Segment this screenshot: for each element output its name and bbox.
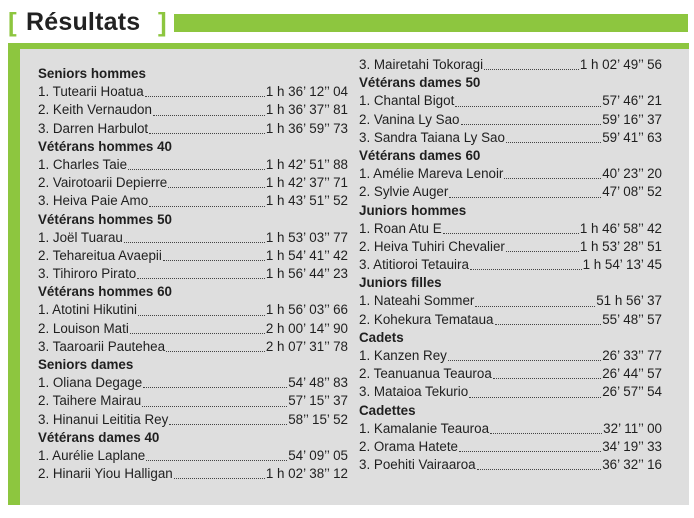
finish-time: 57’ 46’’ 21 — [602, 93, 662, 109]
finish-time: 1 h 46’ 58’’ 42 — [579, 220, 662, 236]
athlete-name: 1. Kanzen Rey — [359, 348, 447, 363]
result-row — [38, 174, 348, 192]
result-row — [359, 92, 662, 110]
dot-leader — [493, 365, 601, 379]
finish-time: 58’’ 15’ 52 — [288, 411, 348, 427]
athlete-name: 2. Vanina Ly Sao — [359, 111, 460, 127]
athlete-name: 3. Sandra Taiana Ly Sao — [359, 129, 505, 145]
result-row — [359, 56, 662, 74]
athlete-name: 1. Tutearii Hoatua — [38, 84, 144, 100]
dot-leader — [145, 83, 265, 97]
athlete-name: 2. Keith Vernaudon — [38, 102, 152, 118]
results-column-right — [359, 56, 662, 474]
athlete-name: 1. Atotini Hikutini — [38, 302, 137, 318]
category-heading: Vétérans hommes 60 — [38, 284, 172, 300]
athlete-name: 2. Heiva Tuhiri Chevalier — [359, 238, 505, 254]
dot-leader — [490, 420, 602, 434]
finish-time: 1 h 56’ 44’’ 23 — [265, 266, 348, 282]
finish-time: 2 h 07’ 31’’ 78 — [265, 338, 348, 354]
dot-leader — [484, 56, 579, 70]
dot-leader — [477, 456, 602, 470]
dot-leader — [455, 92, 601, 106]
athlete-name: 2. Taihere Mairau — [38, 393, 142, 409]
result-row — [359, 111, 662, 129]
result-row — [38, 447, 348, 465]
dot-leader — [449, 183, 601, 197]
finish-time: 1 h 54’ 13’ 45 — [582, 257, 662, 273]
result-row — [359, 365, 662, 383]
category-heading: Vétérans dames 60 — [359, 147, 481, 163]
athlete-name: 2. Louison Mati — [38, 320, 129, 336]
result-row — [359, 165, 662, 183]
result-row — [38, 192, 348, 210]
athlete-name: 1. Chantal Bigot — [359, 93, 455, 109]
athlete-name: 3. Mataioa Tekurio — [359, 384, 469, 400]
results-panel — [8, 43, 689, 505]
finish-time: 59’ 16’’ 37 — [602, 111, 662, 127]
header-bar — [174, 14, 688, 32]
finish-time: 1 h 54’ 41’’ 42 — [265, 247, 348, 263]
dot-leader — [169, 411, 287, 425]
finish-time: 57’ 15’’ 37 — [288, 393, 348, 409]
finish-time: 54’ 09’’ 05 — [288, 447, 348, 463]
result-row — [359, 292, 662, 310]
result-row — [359, 183, 662, 201]
result-row — [359, 438, 662, 456]
result-row — [38, 229, 348, 247]
results-column-left — [38, 65, 348, 483]
dot-leader — [506, 238, 579, 252]
finish-time: 54’ 48’’ 83 — [288, 375, 348, 391]
result-row — [359, 238, 662, 256]
athlete-name: 1. Joël Tuarau — [38, 229, 123, 245]
category-heading: Seniors dames — [38, 357, 134, 372]
dot-leader — [443, 220, 579, 234]
dot-leader — [128, 156, 265, 170]
close-bracket: ] — [158, 7, 167, 37]
athlete-name: 1. Oliana Degage — [38, 375, 143, 391]
athlete-name: 2. Sylvie Auger — [359, 184, 449, 200]
athlete-name: 2. Orama Hatete — [359, 438, 458, 454]
result-row — [359, 347, 662, 365]
category-heading: Vétérans hommes 50 — [38, 211, 172, 227]
category-heading: Juniors filles — [359, 275, 442, 291]
athlete-name: 1. Nateahi Sommer — [359, 293, 475, 309]
athlete-name: 3. Darren Harbulot — [38, 120, 149, 136]
dot-leader — [174, 465, 265, 479]
result-row — [38, 301, 348, 319]
result-row — [359, 311, 662, 329]
result-row — [38, 101, 348, 119]
finish-time: 26’ 33’’ 77 — [602, 348, 662, 363]
result-row — [359, 456, 662, 474]
athlete-name: 1. Kamalanie Teauroa — [359, 420, 490, 436]
result-row — [38, 320, 348, 338]
category-heading: Vétérans dames 40 — [38, 429, 160, 445]
result-row — [359, 420, 662, 438]
dot-leader — [470, 256, 582, 270]
finish-time: 1 h 43’ 51’’ 52 — [265, 193, 348, 209]
page-title: Résultats — [26, 8, 141, 36]
category-heading: Seniors hommes — [38, 66, 146, 81]
finish-time: 1 h 36’ 59’’ 73 — [265, 120, 348, 136]
dot-leader — [149, 120, 265, 134]
category-heading: Cadets — [359, 329, 404, 345]
finish-time: 55’ 48’’ 57 — [602, 311, 662, 327]
dot-leader — [153, 101, 265, 115]
category-heading: Vétérans dames 50 — [359, 75, 481, 91]
dot-leader — [504, 165, 601, 179]
result-row — [38, 156, 348, 174]
dot-leader — [461, 111, 602, 125]
athlete-name: 3. Mairetahi Tokoragi — [359, 57, 484, 72]
result-row — [38, 392, 348, 410]
dot-leader — [168, 174, 265, 188]
athlete-name: 3. Tihiroro Pirato — [38, 266, 137, 282]
dot-leader — [142, 392, 287, 406]
dot-leader — [495, 311, 602, 325]
athlete-name: 2. Vairotoarii Depierre — [38, 175, 168, 191]
dot-leader — [130, 320, 265, 334]
result-row — [359, 256, 662, 274]
finish-time: 1 h 53’ 28’’ 51 — [579, 238, 662, 254]
athlete-name: 1. Charles Taie — [38, 156, 128, 172]
finish-time: 1 h 42’ 37’’ 71 — [265, 175, 348, 191]
result-row — [38, 465, 348, 483]
athlete-name: 2. Hinarii Yiou Halligan — [38, 466, 173, 482]
dot-leader — [469, 383, 601, 397]
finish-time: 59’ 41’’ 63 — [602, 129, 662, 145]
category-heading: Vétérans hommes 40 — [38, 138, 172, 154]
athlete-name: 3. Taaroarii Pautehea — [38, 338, 166, 354]
finish-time: 1 h 53’ 03’’ 77 — [265, 229, 348, 245]
athlete-name: 3. Atitioroi Tetauira — [359, 257, 469, 273]
athlete-name: 2. Tehareitua Avaepii — [38, 247, 162, 263]
dot-leader — [138, 301, 265, 315]
finish-time: 26’ 57’’ 54 — [602, 384, 662, 400]
dot-leader — [149, 192, 265, 206]
finish-time: 1 h 02’ 38’’ 12 — [265, 466, 348, 482]
dot-leader — [163, 247, 265, 261]
dot-leader — [143, 374, 287, 388]
athlete-name: 1. Roan Atu E — [359, 220, 442, 236]
result-row — [38, 338, 348, 356]
finish-time: 51 h 56’ 37 — [596, 293, 662, 309]
result-row — [38, 411, 348, 429]
dot-leader — [448, 347, 601, 361]
finish-time: 1 h 56’ 03’’ 66 — [265, 302, 348, 318]
finish-time: 34’ 19’’ 33 — [602, 438, 662, 454]
dot-leader — [506, 129, 601, 143]
finish-time: 47’ 08’’ 52 — [602, 184, 662, 200]
results-header — [8, 6, 688, 38]
finish-time: 1 h 36’ 12’’ 04 — [265, 84, 348, 100]
dot-leader — [459, 438, 601, 452]
dot-leader — [146, 447, 287, 461]
finish-time: 1 h 02’ 49’’ 56 — [579, 57, 662, 72]
result-row — [38, 120, 348, 138]
results-panel-inner — [20, 49, 689, 505]
dot-leader — [166, 338, 265, 352]
category-heading: Cadettes — [359, 402, 416, 418]
finish-time: 36’ 32’’ 16 — [602, 457, 662, 473]
athlete-name: 3. Heiva Paie Amo — [38, 193, 149, 209]
athlete-name: 1. Amélie Mareva Lenoir — [359, 166, 504, 182]
dot-leader — [124, 229, 265, 243]
result-row — [359, 383, 662, 401]
finish-time: 1 h 42’ 51’’ 88 — [265, 156, 348, 172]
dot-leader — [475, 292, 595, 306]
result-row — [38, 265, 348, 283]
finish-time: 1 h 36’ 37’’ 81 — [265, 102, 348, 118]
athlete-name: 3. Poehiti Vairaaroa — [359, 457, 476, 473]
athlete-name: 3. Hinanui Leititia Rey — [38, 411, 169, 427]
dot-leader — [137, 265, 265, 279]
result-row — [38, 374, 348, 392]
result-row — [38, 247, 348, 265]
athlete-name: 2. Teanuanua Teauroa — [359, 366, 492, 382]
finish-time: 40’ 23’’ 20 — [602, 166, 662, 182]
result-row — [359, 220, 662, 238]
open-bracket: [ — [8, 7, 17, 37]
finish-time: 32’ 11’’ 00 — [603, 420, 662, 436]
result-row — [359, 129, 662, 147]
result-row — [38, 83, 348, 101]
athlete-name: 1. Aurélie Laplane — [38, 447, 146, 463]
finish-time: 26’ 44’’ 57 — [602, 366, 662, 382]
finish-time: 2 h 00’ 14’’ 90 — [265, 320, 348, 336]
category-heading: Juniors hommes — [359, 202, 467, 218]
athlete-name: 2. Kohekura Temataua — [359, 311, 494, 327]
